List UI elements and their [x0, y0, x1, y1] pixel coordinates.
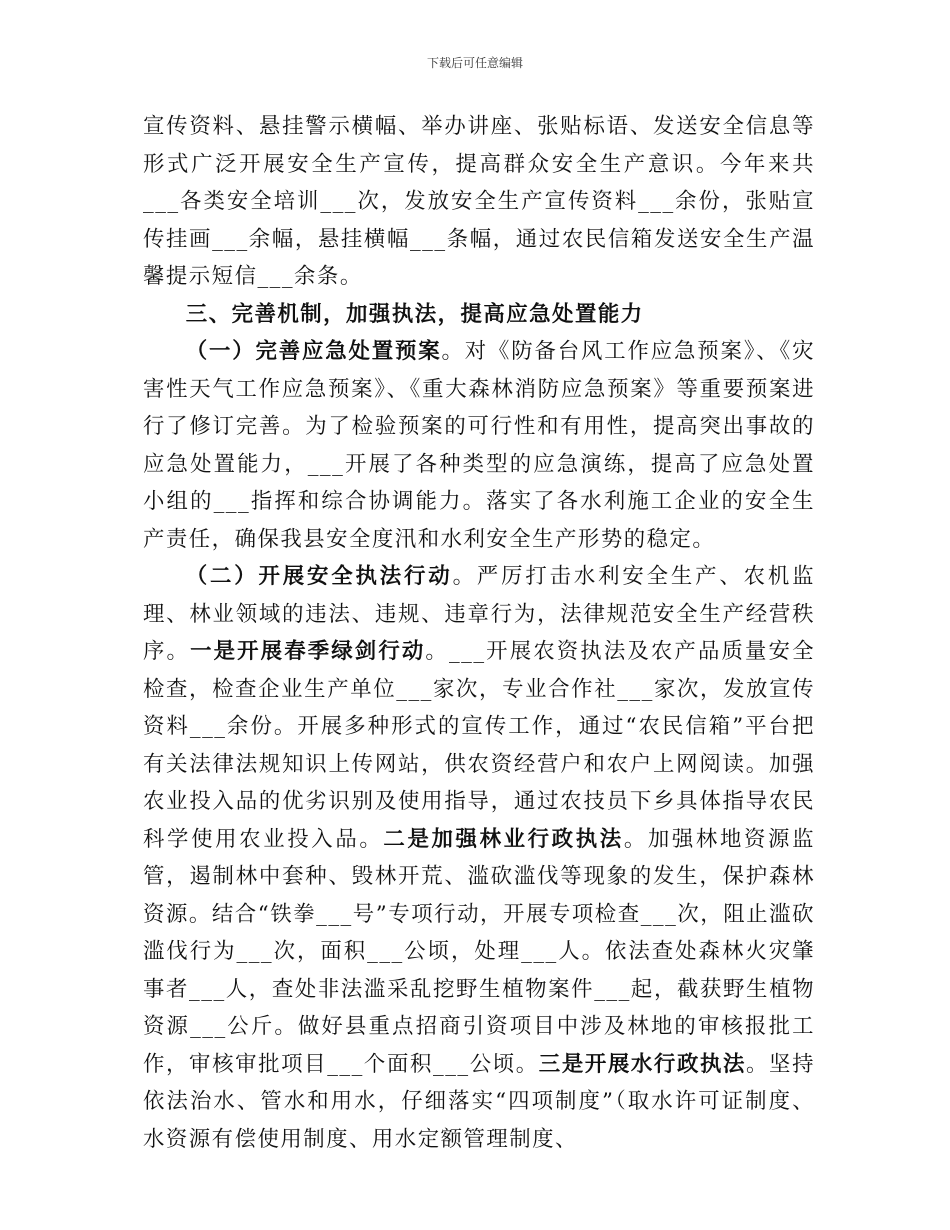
- paragraph-text: 。加强林地资源监管，遏制林中套种、毁林开荒、滥砍滥伐等现象的发生，保护森林资源。结合“铁拳___号”专项行动，开展专项检查___次，阻止滥砍滥伐行为___次，面积___公顷，处理___人。依法查处森林火灾肇事者___人，查处非法滥采乱挖野生植物案件___起，截获野生植物资源___公斤。做好县重点招商引资项目中涉及林地的审核报批工作，审核审批项目___个面积___公顷。: [143, 826, 815, 1077]
- subheading-emergency-plan: （一）完善应急处置预案: [185, 339, 442, 364]
- paragraph-emergency-plan: [143, 333, 815, 558]
- subheading-water: 三是开展水行政执法: [538, 1051, 747, 1077]
- subheading-spring-sword: 一是开展春季绿剑行动: [190, 639, 426, 664]
- paragraph-text: 。对《防备台风工作应急预案》、《灾害性天气工作应急预案》、《重大森林消防应急预案》等重要预案进行了修订完善。为了检验预案的可行性和有用性，提高突出事故的应急处置能力，___开展了各种类型的应急演练，提高了应急处置小组的___指挥和综合协调能力。落实了各水利施工企业的安全生产责任，确保我县安全度汛和水利安全生产形势的稳定。: [143, 339, 815, 552]
- paragraph-text: 。坚持依法治水、管水和用水，仔细落实“四项制度”（取水许可证制度、水资源有偿使用制度、用水定额管理制度、: [143, 1051, 815, 1152]
- paragraph-publicity: 宣传资料、悬挂警示横幅、举办讲座、张贴标语、发送安全信息等形式广泛开展安全生产宣传，提高群众安全生产意识。今年来共___各类安全培训___次，发放安全生产宣传资料___余份，张贴宣传挂画___余幅，悬挂横幅___条幅，通过农民信箱发送安全生产温馨提示短信___余条。: [143, 114, 815, 289]
- subheading-forestry: 二是加强林业行政执法: [383, 826, 624, 852]
- page-header: 下载后可任意编辑: [426, 56, 523, 70]
- paragraph-enforcement: [143, 558, 815, 1158]
- document-body: [143, 108, 815, 1158]
- section-heading-3: 三、完善机制，加强执法，提高应急处置能力: [185, 301, 644, 327]
- paragraph-text: 。严厉打击水利安全生产、农机监理、林业领域的违法、违规、违章行为，法律规范安全生产经营秩序。: [143, 564, 815, 664]
- subheading-enforcement: （二）开展安全执法行动: [185, 564, 453, 589]
- paragraph-text: 。___开展农资执法及农产品质量安全检查，检查企业生产单位___家次，专业合作社___家次，发放宣传资料___余份。开展多种形式的宣传工作，通过“农民信箱”平台把有关法律法规知识上传网站，供农资经营户和农户上网阅读。加强农业投入品的优劣识别及使用指导，通过农技员下乡具体指导农民科学使用农业投入品。: [143, 639, 815, 852]
